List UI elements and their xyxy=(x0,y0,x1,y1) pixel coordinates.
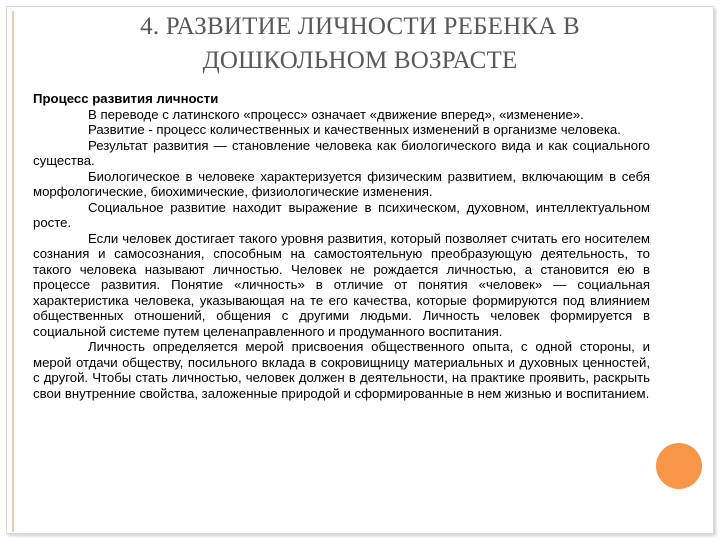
slide-title-line-1: 4. РАЗВИТИЕ ЛИЧНОСТИ РЕБЕНКА В xyxy=(140,13,580,40)
paragraph-7: Личность определяется мерой присвоения общественного опыта, с одной стороны, и мерой отдачи обществу, посильного вклада в сокровищницу материальных и духовных ценностей, с другой. Чтобы стать личностью, человек должен в деятельности, на практике проявить, раскрыть свои внутренние свойства, заложенные природой и сформированные в нем жизнью и воспитанием. xyxy=(33,339,650,401)
paragraph-2: Развитие - процесс количественных и качественных изменений в организме человека. xyxy=(88,122,621,137)
section-heading: Процесс развития личности xyxy=(33,91,219,106)
accent-line xyxy=(12,11,14,532)
paragraph-1: В переводе с латинского «процесс» означает «движение вперед», «изменение». xyxy=(88,106,584,122)
paragraph-5: Социальное развитие находит выражение в психическом, духовном, интеллектуальном росте. xyxy=(33,199,650,230)
slide-title xyxy=(40,10,680,78)
paragraph-3: Результат развития — становление человека как биологического вида и как социального существа. xyxy=(33,137,650,168)
decorative-circle xyxy=(656,443,702,489)
paragraph-4: Биологическое в человеке характеризуется физическим развитием, включающим в себя морфологические, биохимические, физиологические изменения. xyxy=(33,168,650,199)
slide-title-line-2: ДОШКОЛЬНОМ ВОЗРАСТЕ xyxy=(202,47,518,74)
paragraph-6: Если человек достигает такого уровня развития, который позволяет считать его носителем сознания и самосознания, способным на самостоятельную преобразующую деятельность, то такого человека называют личностью. Человек не рождается личностью, а становится ею в процессе развития. Понятие «личность» в отличие от понятия «человек» — социальная характеристика человека, указывающая на те его качества, которые формируются под влиянием общественных отношений, общения с другими людьми. Личность человек формируется в социальной системе путем целенаправленного и продуманного воспитания. xyxy=(33,230,650,339)
slide-body xyxy=(33,91,650,401)
